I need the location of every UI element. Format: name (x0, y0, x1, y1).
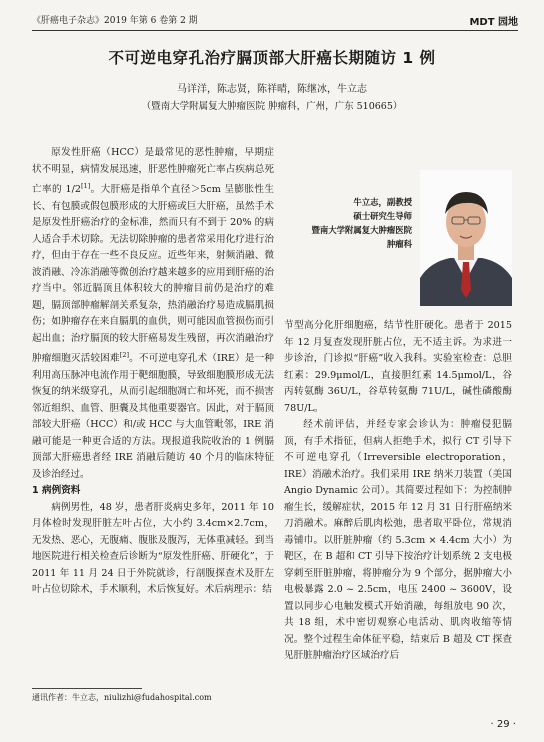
expert-title: 牛立志，副教授 (353, 197, 412, 207)
journal-name: 《肝癌电子杂志》2019 年第 6 卷第 2 期 (32, 16, 198, 26)
intro-text-2: 。大肝癌是指单个直径＞5cm 呈膨胀性生长、有包膜或假包膜形成的大肝癌或巨大肝癌，虽然手术是原发性肝癌治疗的金标准，然而只有不到于 20% 的病人适合手术切除。无法切除肿瘤的患者常采用化疗进行治疗，但由于存在一些不良反应。近些年来，射频消融、微波消融、冷冻消融等微创治疗越来越多的应用到肝癌的治疗当中。邻近膈顶且体积较大的肿瘤目前仍是治疗的难题，膈顶部肿瘤解剖关系复杂，热消融治疗易造成膈肌损伤；如肿瘤存在来自膈肌的血供，则可能因血管损伤而引起出血；治疗膈顶的较大肝癌易发生残留，再次消融治疗肿瘤细胞灭活较困难 (32, 184, 274, 365)
left-column (32, 145, 274, 599)
corresponding-author: 通讯作者：牛立志，niulizhi@fudahospital.com (32, 693, 212, 702)
intro-text-1: 原发性肝癌（HCC）是最常见的恶性肿瘤，早期症状不明显，病情发展迅速，肝恶性肿瘤死亡率占疾病总死亡率的 1/2 (32, 147, 274, 196)
expert-hospital: 暨南大学附属复大肿瘤医院 (311, 225, 412, 235)
section-name: MDT 园地 (469, 17, 518, 28)
case-paragraph: 病例男性，48 岁，患者肝炎病史多年，2011 年 10 月体检时发现肝脏左叶占位，大小约 3.4cm×2.7cm，无发热、恶心，无腹痛、腹胀及腹泻，无体重减轻。到当地医院进行相关检查后诊断为“原发性肝癌、肝硬化”，于 2011 年 11 月 24 日于外院就诊，行剖腹探查术及肝左叶占位切除术，手术顺利，术后恢复好。术后病理示：结 (32, 501, 274, 596)
right-column (284, 318, 512, 665)
treatment-paragraph: 经术前评估，并经专家会诊认为：肿瘤侵犯膈顶，有手术指征，但病人拒绝手术，拟行 CT 引导下不可逆电穿孔（Irreversible electroporation，IRE）消融术治疗。我们采用 IRE 纳米刀装置（美国 Angio Dynamic 公司）。其简要过程如下：为控制肿瘤生长，缓解症状，2015 年 12 月 31 日行肝癌纳米刀消融术。麻醉后肌肉松弛，患者取平卧位，常规消毒铺巾。以肝脏肿瘤（约 5.3cm × 4.4cm 大小）为靶区，在 B 超和 CT 引导下按治疗计划系统 2 支电极穿刺至肝脏肿瘤，将肿瘤分为 9 个部分，据肿瘤大小电极暴露 2.0 ~ 2.5cm，电压 2400 ~ 3600V，设置以同步心电触发模式开始消融，每组放电 90 次，共 18 组，术中密切观察心电活动、肌肉收缩等情况。整个过程生命体征平稳，结束后 B 超及 CT 探查见肝脏肿瘤治疗区域治疗后 (284, 419, 512, 661)
article-authors: 马详洋，陈志贤，陈祥晴，陈继冰，牛立志 (177, 84, 367, 95)
expert-role: 硕士研究生导师 (353, 211, 412, 221)
footnote-divider (32, 688, 142, 689)
article-affiliation: （暨南大学附属复大肿瘤医院 肿瘤科，广州，广东 510665） (141, 101, 403, 112)
case-continuation: 节型高分化肝细胞癌，结节性肝硬化。患者于 2015 年 12 月复查发现肝脏占位，无不适主诉。为求进一步诊治，门诊拟“肝癌”收入我科。实验室检查：总胆红素：29.9μmol/L，直接胆红素 14.5μmol/L，谷丙转氨酶 36U/L，谷草转氨酶 71U/L，碱性磷酸酶 78U/L。 (284, 320, 512, 414)
article-title: 不可逆电穿孔治疗膈顶部大肝癌长期随访 1 例 (108, 49, 436, 67)
expert-caption (300, 195, 412, 251)
journal-header (32, 10, 518, 31)
citation-2: [2] (119, 351, 130, 360)
expert-department: 肿瘤科 (386, 239, 412, 249)
page-number: · 29 · (490, 719, 516, 730)
expert-portrait (420, 170, 512, 306)
citation-1: [1] (80, 182, 91, 190)
section-heading-case: 1 病例资料 (32, 485, 81, 497)
intro-paragraph (32, 145, 274, 483)
intro-text-3: 。不可逆电穿孔术（IRE）是一种利用高压脉冲电流作用于靶细胞膜，导致细胞膜形成无法恢复的纳米级穿孔，从而引起细胞凋亡和坏死，而不损害邻近组织、血管、胆囊及其他重要器官。因此，对于膈顶部较大肝癌（HCC）和/或 HCC 与大血管毗邻，IRE 消融可能是一种更合适的方法。现报道我院收治的 1 例膈顶部大肝癌患者经 IRE 消融后随访 40 个月的临床特征及诊治经过。 (32, 353, 274, 480)
